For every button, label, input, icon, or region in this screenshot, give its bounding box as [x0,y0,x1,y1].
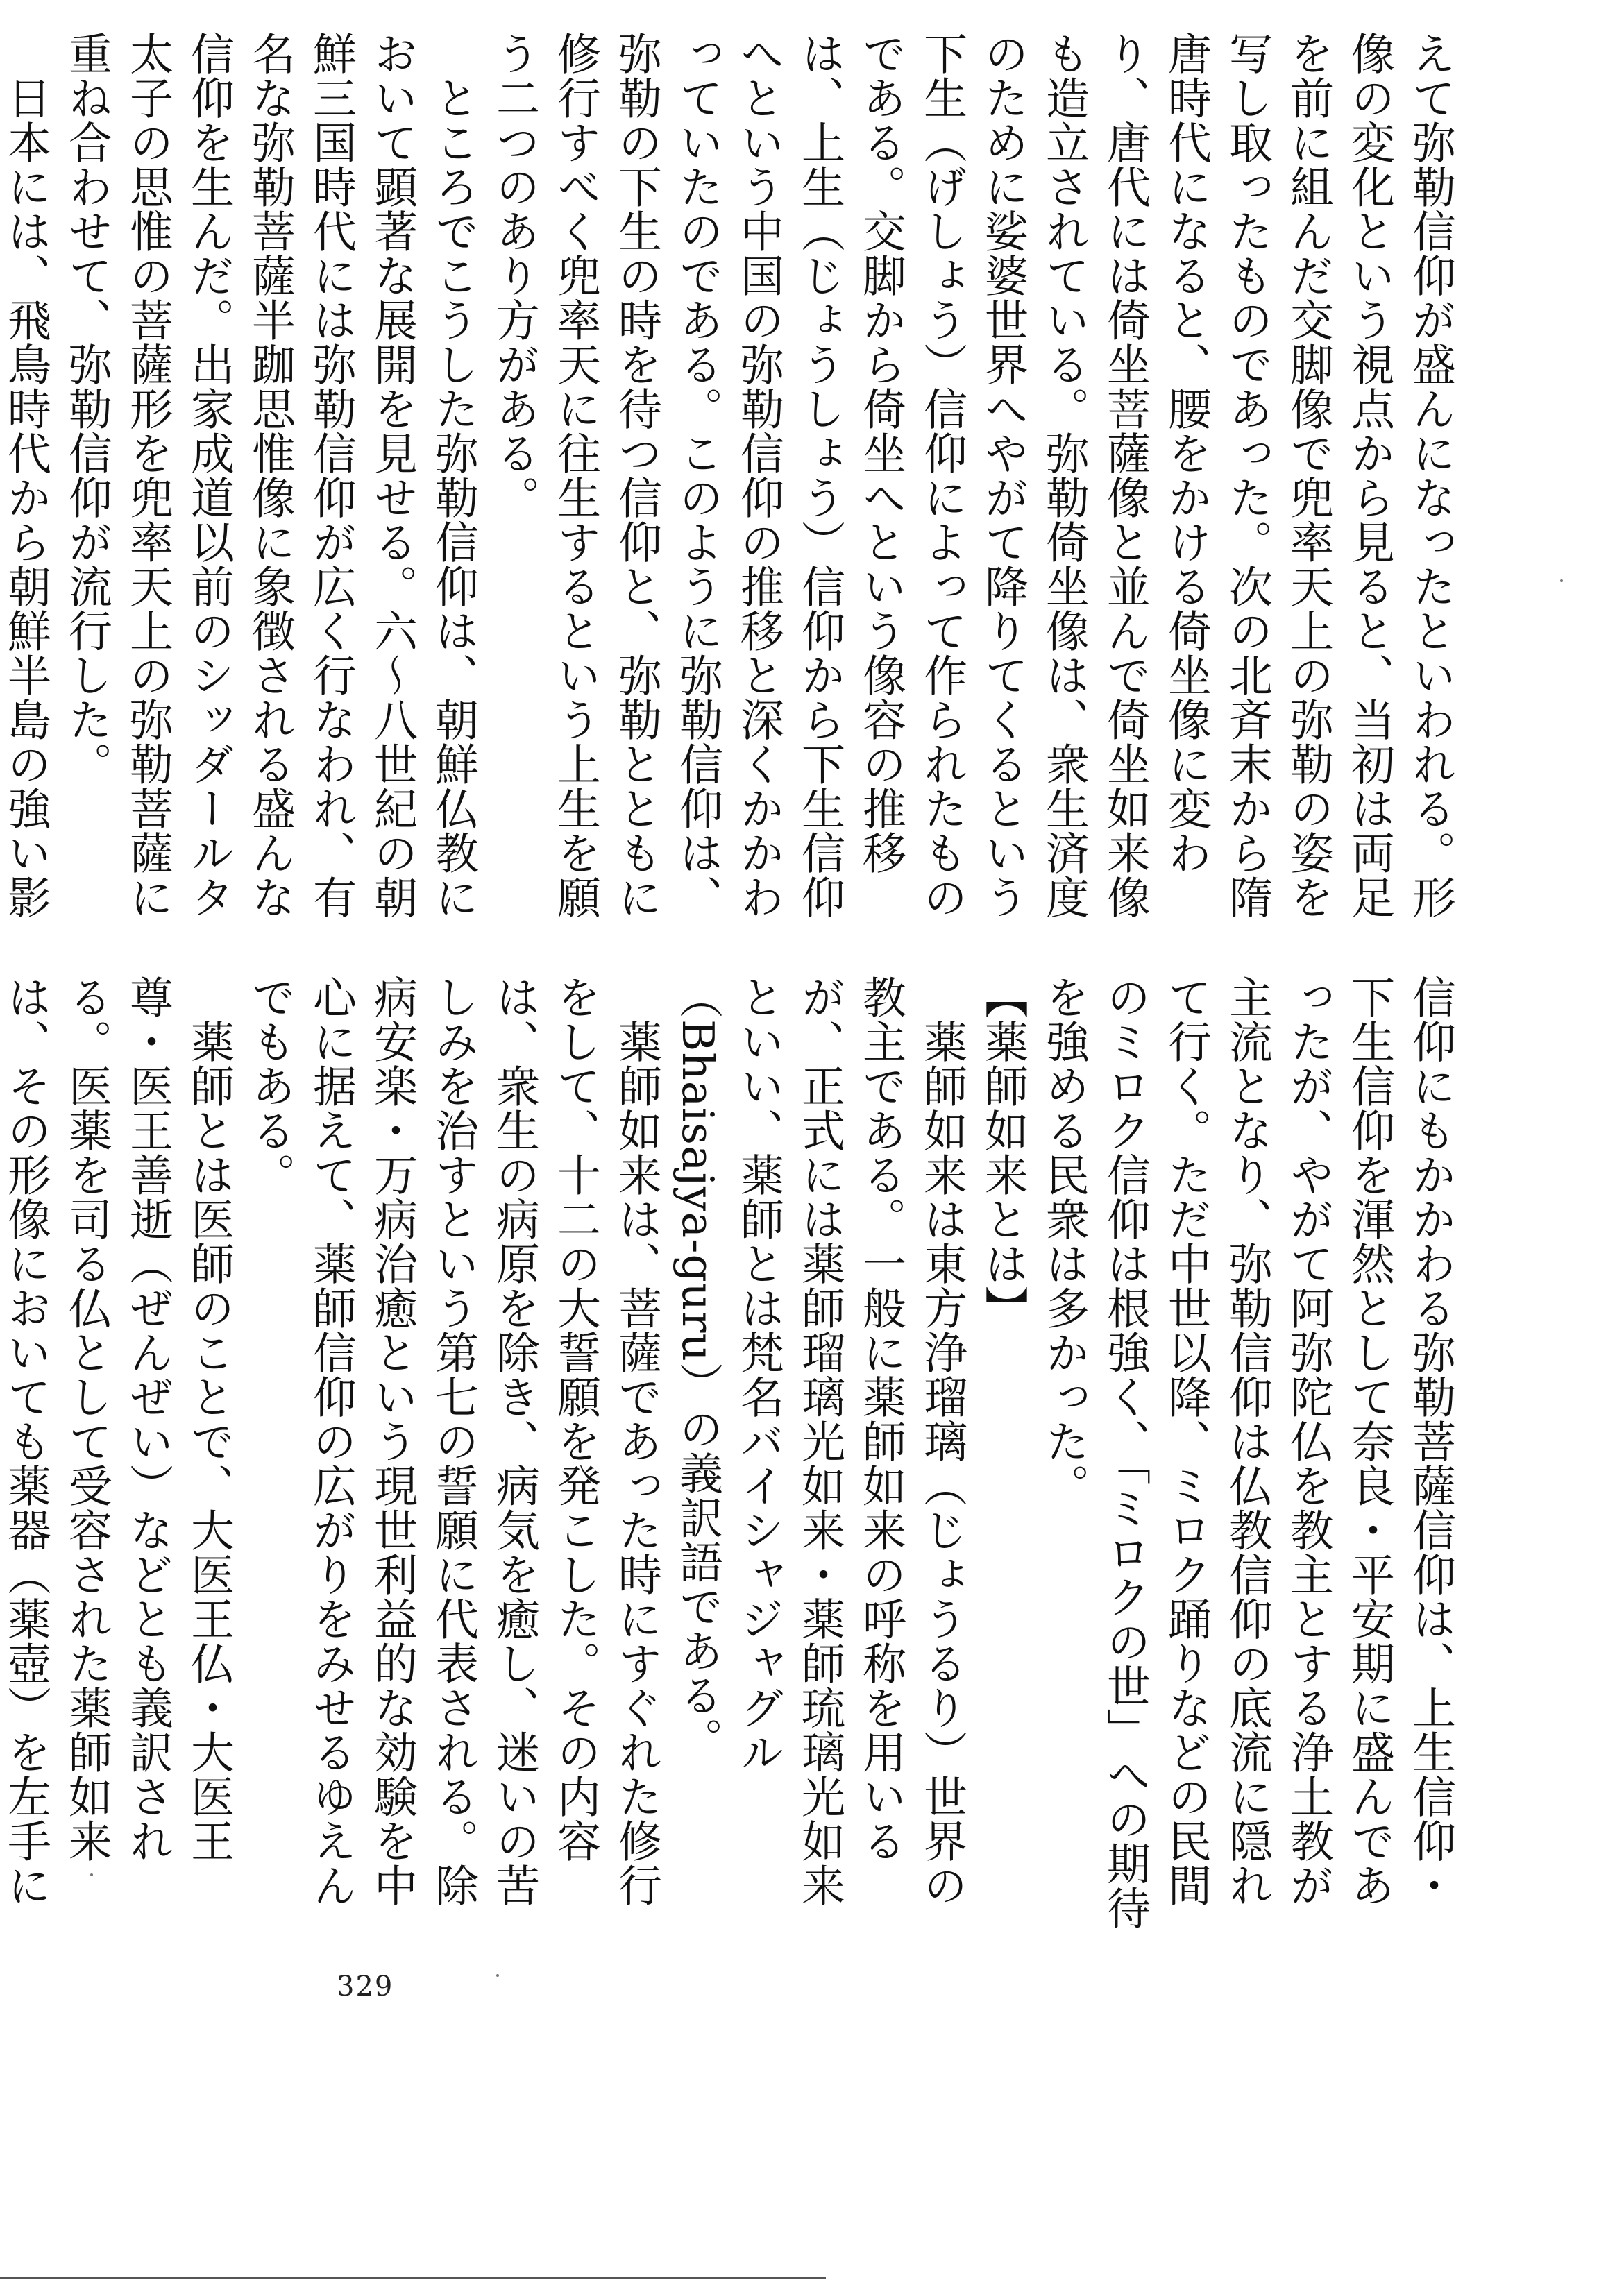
upper-text-block: えて弥勒信仰が盛んになったといわれる。形像の変化という視点から見ると、当初は両足を前に組んだ交脚像で兜率天上の弥勒の姿を写し取ったものであった。次の北斉末から隋唐時代になると、腰をかける倚坐像に変わり、唐代には倚坐菩薩像と並んで倚坐如来像も造立されている。弥勒倚坐像は、衆生済度のために娑婆世界へやがて降りてくるという下生（げしょう）信仰によって作られたものである。交脚から倚坐へという像容の推移は、上生（じょうしょう）信仰から下生信仰へという中国の弥勒信仰の推移と深くかかわっていたのである。このように弥勒信仰は、弥勒の下生の時を待つ信仰と、弥勒とともに修行すべく兜率天に往生するという上生を願う二つのあり方がある。 ところでこうした弥勒信仰は、朝鮮仏教において顕著な展開を見せる。六〜八世紀の朝鮮三国時代には弥勒信仰が広く行なわれ、有名な弥勒菩薩半跏思惟像に象徴される盛んな信仰を生んだ。出家成道以前のシッダールタ太子の思惟の菩薩形を兜率天上の弥勒菩薩に重ね合わせて、弥勒信仰が流行した。 日本には、飛鳥時代から朝鮮半島の強い影 [1,31,1456,919]
scan-speck [496,1974,499,1977]
lower-text-block: 信仰にもかかわる弥勒菩薩信仰は、上生信仰・下生信仰を渾然として奈良・平安期に盛んであったが、やがて阿弥陀仏を教主とする浄土教が主流となり、弥勒信仰は仏教信仰の底流に隠れて行く。ただ中世以降、ミロク踊りなどの民間のミロク信仰は根強く、「ミロクの世」への期待を強める民衆は多かった。 【薬師如来とは】 薬師如来は東方浄瑠璃（じょうるり）世界の教主である。一般に薬師如来の呼称を用いるが、正式には薬師瑠璃光如来・薬師琉璃光如来といい、薬師とは梵名バイシャジャグル（Bhaisajya-guru）の義訳語である。 薬師如来は、菩薩であった時にすぐれた修行をして、十二の大誓願を発こした。その内容は、衆生の病原を除き、病気を癒し、迷いの苦しみを治すという第七の誓願に代表される。除病安楽・万病治癒という現世利益的な効験を中心に据えて、薬師信仰の広がりをみせるゆえんでもある。 薬師とは医師のことで、大医王仏・大医王尊・医王善逝（ぜんぜい）などとも義訳される。医薬を司る仏として受容された薬師如来は、その形像においても薬器（薬壺）を左手に [1,975,1456,1930]
scan-speck [1560,579,1563,582]
footer-rule [0,2277,826,2279]
page-number: 329 [337,1971,394,2002]
scan-speck [90,1873,93,1876]
